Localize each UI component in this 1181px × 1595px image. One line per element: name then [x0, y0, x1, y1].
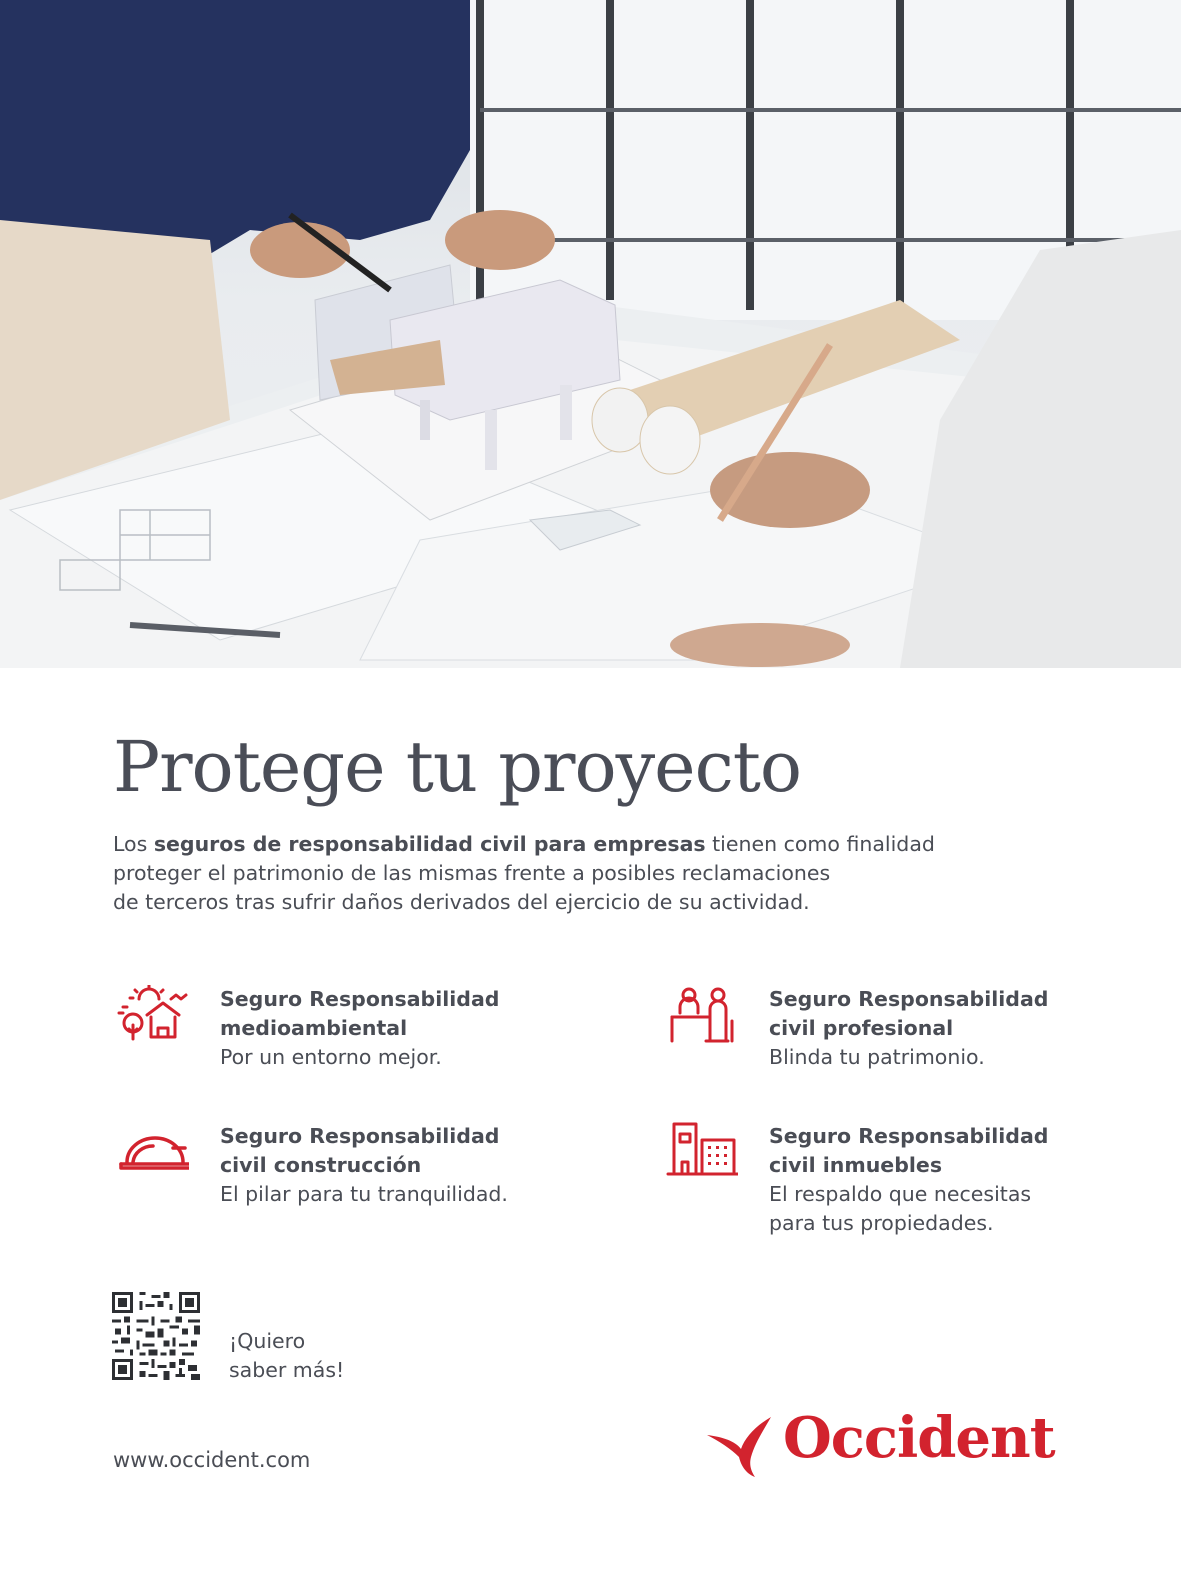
feature-title-line1: Seguro Responsabilidad — [220, 1124, 500, 1148]
feature-subtitle: El pilar para tu tranquilidad. — [220, 1182, 508, 1206]
brand-name: Occident — [783, 1405, 1055, 1471]
feature-text — [769, 985, 1099, 1072]
feature-subtitle: Blinda tu patrimonio. — [769, 1045, 985, 1069]
feature-title-line1: Seguro Responsabilidad — [220, 987, 500, 1011]
hero-photo — [0, 0, 1181, 668]
feature-title-line2: medioambiental — [220, 1016, 408, 1040]
brand-logo — [705, 1405, 1065, 1485]
intro-text-line3: de terceros tras sufrir daños derivados del ejercicio de su actividad. — [113, 890, 810, 914]
intro-text-bold: seguros de responsabilidad civil para empresas — [153, 832, 706, 856]
professionals-icon — [662, 985, 738, 1049]
page-title: Protege tu proyecto — [113, 726, 802, 808]
feature-title-line2: civil profesional — [769, 1016, 954, 1040]
qr-code-icon[interactable] — [112, 1292, 200, 1380]
intro-text-start: Los — [113, 832, 154, 856]
feature-text — [769, 1122, 1099, 1238]
environment-icon — [113, 985, 189, 1049]
website-link[interactable]: www.occident.com — [113, 1448, 311, 1472]
hard-hat-icon — [113, 1122, 189, 1186]
feature-subtitle-line2: para tus propiedades. — [769, 1211, 994, 1235]
feature-title-line2: civil inmuebles — [769, 1153, 943, 1177]
feature-subtitle: El respaldo que necesitas — [769, 1182, 1032, 1206]
qr-caption-line1: ¡Quiero — [229, 1329, 306, 1353]
intro-paragraph — [113, 830, 1013, 917]
intro-text-line2: proteger el patrimonio de las mismas frente a posibles reclamaciones — [113, 861, 831, 885]
occident-logo-mark-icon — [705, 1413, 775, 1479]
feature-text — [220, 985, 550, 1072]
feature-title-line2: civil construcción — [220, 1153, 422, 1177]
feature-title-line1: Seguro Responsabilidad — [769, 987, 1049, 1011]
hero-illustration — [0, 0, 1181, 668]
qr-caption-line2: saber más! — [229, 1358, 345, 1382]
qr-caption — [229, 1327, 344, 1385]
feature-title-line1: Seguro Responsabilidad — [769, 1124, 1049, 1148]
feature-subtitle: Por un entorno mejor. — [220, 1045, 442, 1069]
intro-text-line1-end: tienen como finalidad — [705, 832, 935, 856]
buildings-icon — [662, 1122, 738, 1186]
feature-text — [220, 1122, 550, 1209]
